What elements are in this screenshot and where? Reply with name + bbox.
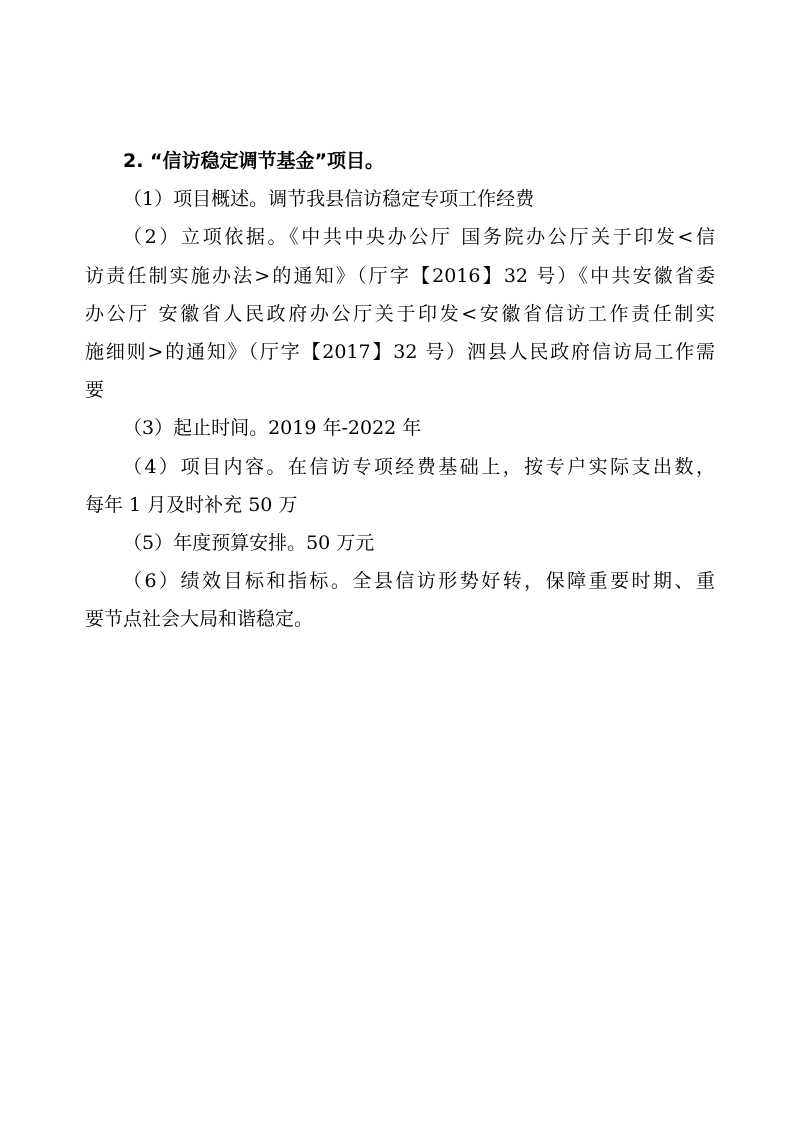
item-2-line-4: 施细则>的通知》（厅字【2017】32 号）泗县人民政府信访局工作需 bbox=[85, 340, 715, 363]
item-6-line-2: 要节点社会大局和谐稳定。 bbox=[85, 608, 314, 631]
item-2-line-2: 访责任制实施办法>的通知》（厅字【2016】32 号）《中共安徽省委 bbox=[85, 264, 715, 287]
item-4-content bbox=[85, 448, 715, 524]
item-2-line-1: （2）立项依据。《中共中央办公厅 国务院办公厅关于印发<信 bbox=[123, 226, 715, 249]
item-1-overview: （1）项目概述。调节我县信访稳定专项工作经费 bbox=[123, 188, 535, 211]
document-body bbox=[85, 142, 715, 638]
item-5-budget: （5）年度预算安排。50 万元 bbox=[123, 531, 375, 554]
item-4-line-2: 每年 1 月及时补充 50 万 bbox=[85, 493, 298, 516]
item-6-line-1: （6）绩效目标和指标。全县信访形势好转，保障重要时期、重 bbox=[123, 570, 715, 593]
section-heading: 2. “信访稳定调节基金”项目。 bbox=[123, 150, 385, 172]
item-2-line-5: 要 bbox=[85, 379, 105, 402]
item-3-period: （3）起止时间。2019 年-2022 年 bbox=[123, 417, 422, 440]
item-4-line-1: （4）项目内容。在信访专项经费基础上，按专户实际支出数， bbox=[123, 455, 715, 478]
item-2-line-3: 办公厅 安徽省人民政府办公厅关于印发<安徽省信访工作责任制实 bbox=[85, 302, 715, 325]
item-6-performance bbox=[85, 562, 715, 638]
item-2-basis bbox=[85, 218, 715, 409]
